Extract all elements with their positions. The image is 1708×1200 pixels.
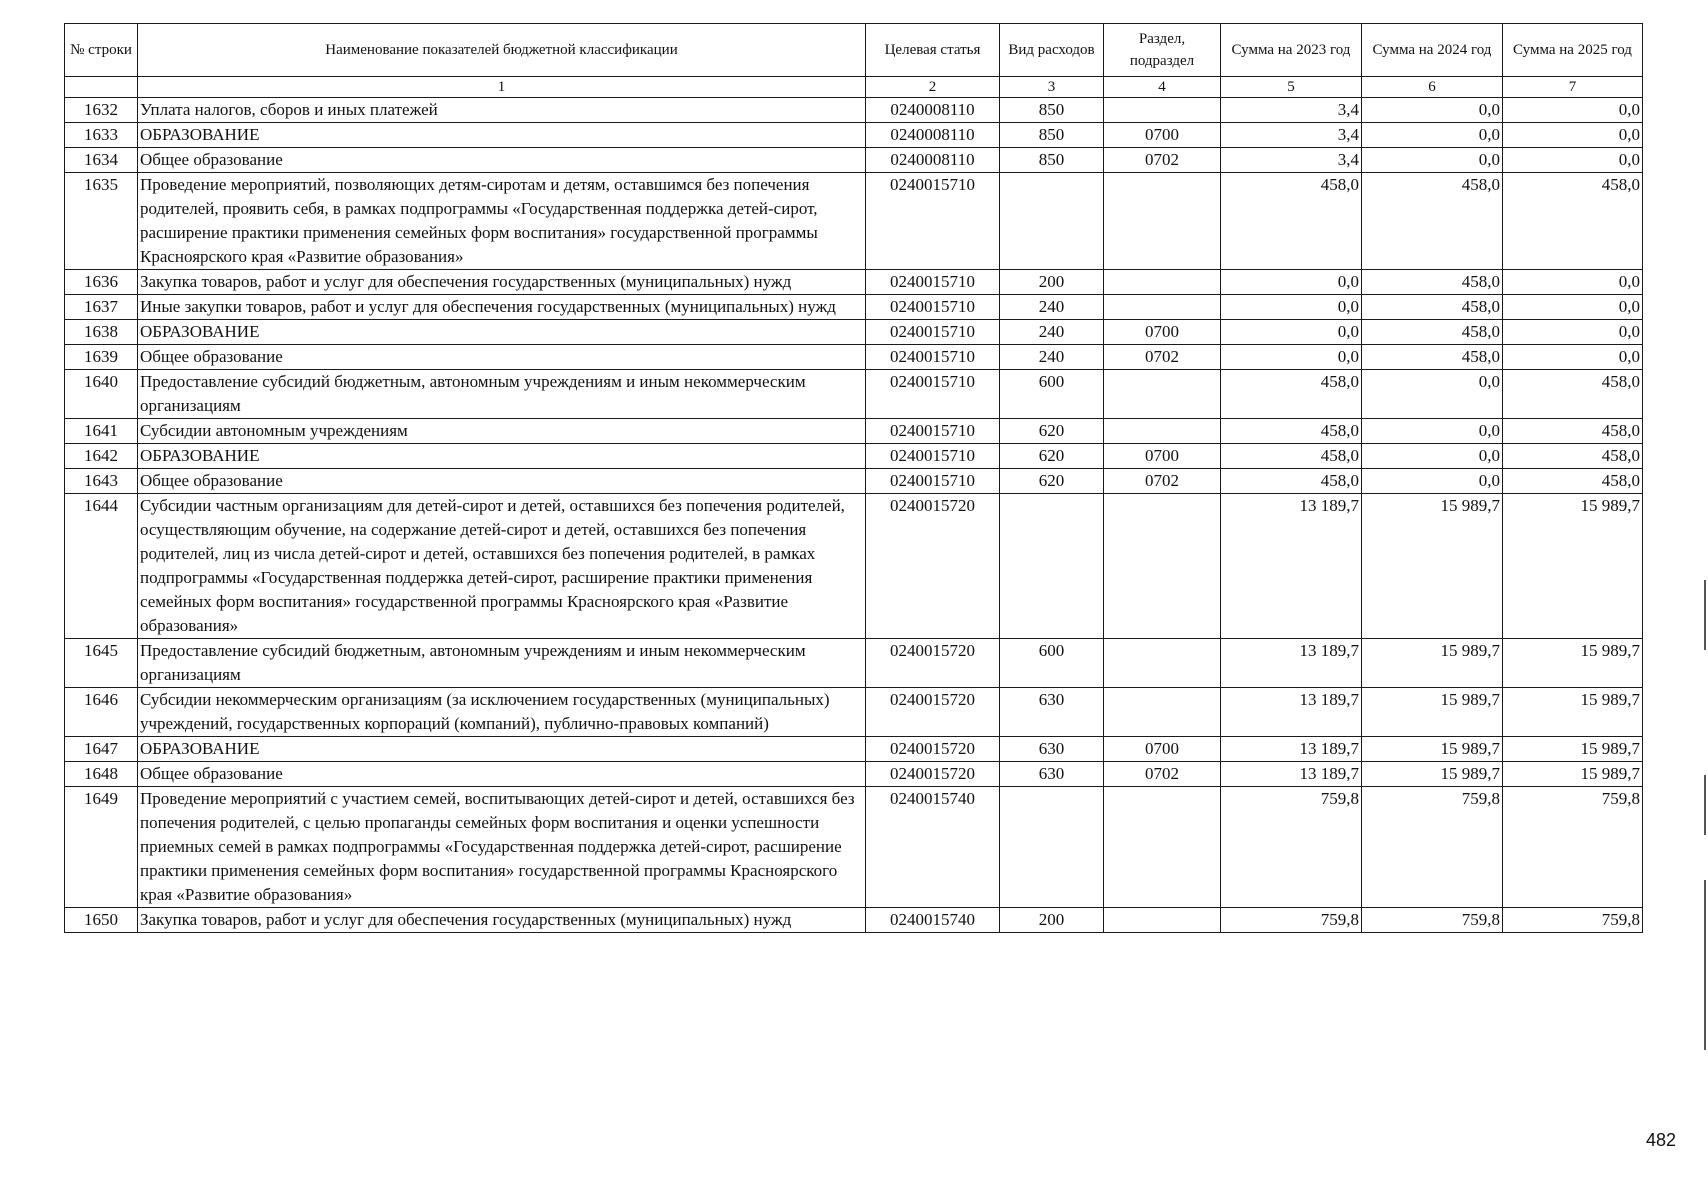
sum-2025: 458,0 bbox=[1503, 444, 1643, 469]
row-number: 1641 bbox=[65, 419, 138, 444]
sum-2024: 458,0 bbox=[1362, 295, 1503, 320]
section-code: 0700 bbox=[1104, 320, 1221, 345]
sum-2023: 0,0 bbox=[1221, 320, 1362, 345]
sum-2024: 458,0 bbox=[1362, 173, 1503, 270]
sum-2025: 0,0 bbox=[1503, 345, 1643, 370]
target-article: 0240015720 bbox=[866, 639, 1000, 688]
indicator-name: Закупка товаров, работ и услуг для обеспечения государственных (муниципальных) нужд bbox=[138, 908, 866, 933]
expense-type: 620 bbox=[1000, 444, 1104, 469]
sum-2024: 458,0 bbox=[1362, 345, 1503, 370]
sum-2023: 13 189,7 bbox=[1221, 737, 1362, 762]
column-number: 7 bbox=[1503, 77, 1643, 98]
table-row bbox=[65, 148, 1643, 173]
sum-2025: 458,0 bbox=[1503, 469, 1643, 494]
target-article: 0240015710 bbox=[866, 320, 1000, 345]
row-number: 1645 bbox=[65, 639, 138, 688]
sum-2025: 458,0 bbox=[1503, 173, 1643, 270]
scan-edge-mark bbox=[1704, 775, 1706, 835]
sum-2023: 759,8 bbox=[1221, 908, 1362, 933]
section-code bbox=[1104, 494, 1221, 639]
indicator-name: ОБРАЗОВАНИЕ bbox=[138, 737, 866, 762]
table-row bbox=[65, 494, 1643, 639]
sum-2025: 15 989,7 bbox=[1503, 762, 1643, 787]
expense-type: 620 bbox=[1000, 419, 1104, 444]
sum-2023: 458,0 bbox=[1221, 173, 1362, 270]
section-code: 0702 bbox=[1104, 762, 1221, 787]
column-number: 3 bbox=[1000, 77, 1104, 98]
sum-2023: 13 189,7 bbox=[1221, 762, 1362, 787]
column-number: 1 bbox=[138, 77, 866, 98]
section-code: 0700 bbox=[1104, 444, 1221, 469]
indicator-name: Закупка товаров, работ и услуг для обеспечения государственных (муниципальных) нужд bbox=[138, 270, 866, 295]
expense-type: 240 bbox=[1000, 345, 1104, 370]
table-row bbox=[65, 320, 1643, 345]
sum-2024: 15 989,7 bbox=[1362, 762, 1503, 787]
sum-2025: 15 989,7 bbox=[1503, 639, 1643, 688]
row-number: 1649 bbox=[65, 787, 138, 908]
sum-2025: 0,0 bbox=[1503, 148, 1643, 173]
expense-type: 850 bbox=[1000, 98, 1104, 123]
table-row bbox=[65, 345, 1643, 370]
sum-2024: 15 989,7 bbox=[1362, 494, 1503, 639]
table-row bbox=[65, 908, 1643, 933]
table-row bbox=[65, 762, 1643, 787]
indicator-name: ОБРАЗОВАНИЕ bbox=[138, 123, 866, 148]
row-number: 1639 bbox=[65, 345, 138, 370]
column-number bbox=[65, 77, 138, 98]
expense-type bbox=[1000, 787, 1104, 908]
expense-type: 200 bbox=[1000, 270, 1104, 295]
indicator-name: Проведение мероприятий, позволяющих детям-сиротам и детям, оставшимся без попечения родителей, проявить себя, в рамках подпрограммы «Государственная поддержка детей-сирот, расширение практики применения семейных форм воспитания» государственной программы Красноярского края «Развитие образования» bbox=[138, 173, 866, 270]
section-code: 0702 bbox=[1104, 148, 1221, 173]
section-code: 0702 bbox=[1104, 469, 1221, 494]
table-row bbox=[65, 688, 1643, 737]
sum-2023: 759,8 bbox=[1221, 787, 1362, 908]
table-row bbox=[65, 173, 1643, 270]
table-row bbox=[65, 98, 1643, 123]
expense-type: 630 bbox=[1000, 762, 1104, 787]
section-code bbox=[1104, 173, 1221, 270]
section-code bbox=[1104, 295, 1221, 320]
row-number: 1635 bbox=[65, 173, 138, 270]
indicator-name: ОБРАЗОВАНИЕ bbox=[138, 444, 866, 469]
sum-2023: 0,0 bbox=[1221, 295, 1362, 320]
indicator-name: Общее образование bbox=[138, 148, 866, 173]
sum-2025: 0,0 bbox=[1503, 123, 1643, 148]
header-row bbox=[65, 24, 1643, 77]
expense-type: 240 bbox=[1000, 320, 1104, 345]
indicator-name: Общее образование bbox=[138, 345, 866, 370]
section-code: 0700 bbox=[1104, 123, 1221, 148]
row-number: 1633 bbox=[65, 123, 138, 148]
sum-2023: 0,0 bbox=[1221, 270, 1362, 295]
budget-table bbox=[64, 23, 1643, 933]
table-row bbox=[65, 270, 1643, 295]
indicator-name: Предоставление субсидий бюджетным, автономным учреждениям и иным некоммерческим организациям bbox=[138, 370, 866, 419]
table-row bbox=[65, 295, 1643, 320]
sum-2025: 15 989,7 bbox=[1503, 494, 1643, 639]
section-code bbox=[1104, 98, 1221, 123]
row-number: 1646 bbox=[65, 688, 138, 737]
target-article: 0240015710 bbox=[866, 270, 1000, 295]
sum-2025: 759,8 bbox=[1503, 787, 1643, 908]
table-row bbox=[65, 123, 1643, 148]
target-article: 0240015710 bbox=[866, 295, 1000, 320]
section-code bbox=[1104, 370, 1221, 419]
target-article: 0240008110 bbox=[866, 148, 1000, 173]
sum-2024: 0,0 bbox=[1362, 148, 1503, 173]
sum-2024: 458,0 bbox=[1362, 320, 1503, 345]
sum-2024: 15 989,7 bbox=[1362, 737, 1503, 762]
sum-2023: 13 189,7 bbox=[1221, 639, 1362, 688]
sum-2024: 0,0 bbox=[1362, 370, 1503, 419]
target-article: 0240015710 bbox=[866, 419, 1000, 444]
table-row bbox=[65, 419, 1643, 444]
expense-type: 620 bbox=[1000, 469, 1104, 494]
expense-type: 240 bbox=[1000, 295, 1104, 320]
table-row bbox=[65, 737, 1643, 762]
expense-type: 630 bbox=[1000, 737, 1104, 762]
target-article: 0240015710 bbox=[866, 345, 1000, 370]
sum-2025: 0,0 bbox=[1503, 320, 1643, 345]
indicator-name: Предоставление субсидий бюджетным, автономным учреждениям и иным некоммерческим организациям bbox=[138, 639, 866, 688]
indicator-name: Общее образование bbox=[138, 762, 866, 787]
target-article: 0240015720 bbox=[866, 494, 1000, 639]
sum-2023: 458,0 bbox=[1221, 469, 1362, 494]
sum-2025: 458,0 bbox=[1503, 419, 1643, 444]
column-number: 2 bbox=[866, 77, 1000, 98]
indicator-name: Субсидии автономным учреждениям bbox=[138, 419, 866, 444]
sum-2024: 15 989,7 bbox=[1362, 639, 1503, 688]
row-number: 1634 bbox=[65, 148, 138, 173]
column-number: 6 bbox=[1362, 77, 1503, 98]
column-number: 4 bbox=[1104, 77, 1221, 98]
table-row bbox=[65, 639, 1643, 688]
sum-2023: 3,4 bbox=[1221, 148, 1362, 173]
section-code bbox=[1104, 270, 1221, 295]
table-row bbox=[65, 787, 1643, 908]
target-article: 0240015710 bbox=[866, 370, 1000, 419]
scan-edge-mark bbox=[1704, 580, 1706, 650]
expense-type: 850 bbox=[1000, 123, 1104, 148]
header-target-article: Целевая статья bbox=[866, 24, 1000, 77]
header-row-number: № строки bbox=[65, 24, 138, 77]
sum-2023: 458,0 bbox=[1221, 444, 1362, 469]
sum-2025: 15 989,7 bbox=[1503, 688, 1643, 737]
sum-2023: 13 189,7 bbox=[1221, 688, 1362, 737]
target-article: 0240008110 bbox=[866, 123, 1000, 148]
target-article: 0240015740 bbox=[866, 787, 1000, 908]
header-section: Раздел, подраздел bbox=[1104, 24, 1221, 77]
sum-2023: 3,4 bbox=[1221, 123, 1362, 148]
header-sum-2025: Сумма на 2025 год bbox=[1503, 24, 1643, 77]
row-number: 1650 bbox=[65, 908, 138, 933]
sum-2024: 0,0 bbox=[1362, 98, 1503, 123]
row-number: 1642 bbox=[65, 444, 138, 469]
sum-2023: 458,0 bbox=[1221, 419, 1362, 444]
page-number: 482 bbox=[1646, 1130, 1677, 1150]
expense-type: 200 bbox=[1000, 908, 1104, 933]
sum-2024: 0,0 bbox=[1362, 123, 1503, 148]
target-article: 0240015720 bbox=[866, 688, 1000, 737]
table-body bbox=[65, 98, 1643, 933]
sum-2024: 0,0 bbox=[1362, 444, 1503, 469]
sum-2025: 0,0 bbox=[1503, 270, 1643, 295]
section-code bbox=[1104, 419, 1221, 444]
sum-2025: 15 989,7 bbox=[1503, 737, 1643, 762]
section-code bbox=[1104, 787, 1221, 908]
target-article: 0240015710 bbox=[866, 173, 1000, 270]
sum-2024: 0,0 bbox=[1362, 469, 1503, 494]
sum-2024: 759,8 bbox=[1362, 908, 1503, 933]
section-code bbox=[1104, 639, 1221, 688]
sum-2023: 3,4 bbox=[1221, 98, 1362, 123]
table-row bbox=[65, 444, 1643, 469]
row-number: 1640 bbox=[65, 370, 138, 419]
section-code bbox=[1104, 688, 1221, 737]
header-indicator-name: Наименование показателей бюджетной классификации bbox=[138, 24, 866, 77]
sum-2023: 458,0 bbox=[1221, 370, 1362, 419]
section-code bbox=[1104, 908, 1221, 933]
target-article: 0240015720 bbox=[866, 762, 1000, 787]
sum-2025: 759,8 bbox=[1503, 908, 1643, 933]
section-code: 0702 bbox=[1104, 345, 1221, 370]
sum-2023: 13 189,7 bbox=[1221, 494, 1362, 639]
sum-2024: 15 989,7 bbox=[1362, 688, 1503, 737]
scan-edge-mark bbox=[1704, 880, 1706, 1050]
sum-2024: 759,8 bbox=[1362, 787, 1503, 908]
sum-2023: 0,0 bbox=[1221, 345, 1362, 370]
indicator-name: Субсидии некоммерческим организациям (за исключением государственных (муниципальных) учреждений, государственных корпораций (компаний), публично-правовых компаний) bbox=[138, 688, 866, 737]
expense-type: 600 bbox=[1000, 639, 1104, 688]
expense-type: 630 bbox=[1000, 688, 1104, 737]
section-code: 0700 bbox=[1104, 737, 1221, 762]
row-number: 1638 bbox=[65, 320, 138, 345]
expense-type: 600 bbox=[1000, 370, 1104, 419]
indicator-name: Иные закупки товаров, работ и услуг для обеспечения государственных (муниципальных) нужд bbox=[138, 295, 866, 320]
row-number: 1643 bbox=[65, 469, 138, 494]
column-number-row bbox=[65, 77, 1643, 98]
table-row bbox=[65, 370, 1643, 419]
row-number: 1637 bbox=[65, 295, 138, 320]
target-article: 0240008110 bbox=[866, 98, 1000, 123]
expense-type bbox=[1000, 494, 1104, 639]
sum-2024: 0,0 bbox=[1362, 419, 1503, 444]
row-number: 1636 bbox=[65, 270, 138, 295]
header-sum-2024: Сумма на 2024 год bbox=[1362, 24, 1503, 77]
row-number: 1632 bbox=[65, 98, 138, 123]
table-row bbox=[65, 469, 1643, 494]
row-number: 1647 bbox=[65, 737, 138, 762]
header-sum-2023: Сумма на 2023 год bbox=[1221, 24, 1362, 77]
indicator-name: Проведение мероприятий с участием семей, воспитывающих детей-сирот и детей, оставшихся без попечения родителей, с целью пропаганды семейных форм воспитания и оценки успешности приемных семей в рамках подпрограммы «Государственная поддержка детей-сирот, расширение практики применения семейных форм воспитания» государственной программы Красноярского края «Развитие образования» bbox=[138, 787, 866, 908]
target-article: 0240015710 bbox=[866, 469, 1000, 494]
target-article: 0240015720 bbox=[866, 737, 1000, 762]
row-number: 1648 bbox=[65, 762, 138, 787]
target-article: 0240015740 bbox=[866, 908, 1000, 933]
expense-type bbox=[1000, 173, 1104, 270]
indicator-name: Субсидии частным организациям для детей-сирот и детей, оставшихся без попечения родителей, осуществляющим обучение, на содержание детей-сирот и детей, оставшихся без попечения родителей, лиц из числа детей-сирот и детей, оставшихся без попечения родителей, в рамках подпрограммы «Государственная поддержка детей-сирот, расширение практики применения семейных форм воспитания» государственной программы Красноярского края «Развитие образования» bbox=[138, 494, 866, 639]
column-number: 5 bbox=[1221, 77, 1362, 98]
sum-2025: 458,0 bbox=[1503, 370, 1643, 419]
indicator-name: ОБРАЗОВАНИЕ bbox=[138, 320, 866, 345]
sum-2025: 0,0 bbox=[1503, 295, 1643, 320]
sum-2025: 0,0 bbox=[1503, 98, 1643, 123]
expense-type: 850 bbox=[1000, 148, 1104, 173]
row-number: 1644 bbox=[65, 494, 138, 639]
indicator-name: Уплата налогов, сборов и иных платежей bbox=[138, 98, 866, 123]
indicator-name: Общее образование bbox=[138, 469, 866, 494]
sum-2024: 458,0 bbox=[1362, 270, 1503, 295]
header-expense-type: Вид расходов bbox=[1000, 24, 1104, 77]
target-article: 0240015710 bbox=[866, 444, 1000, 469]
